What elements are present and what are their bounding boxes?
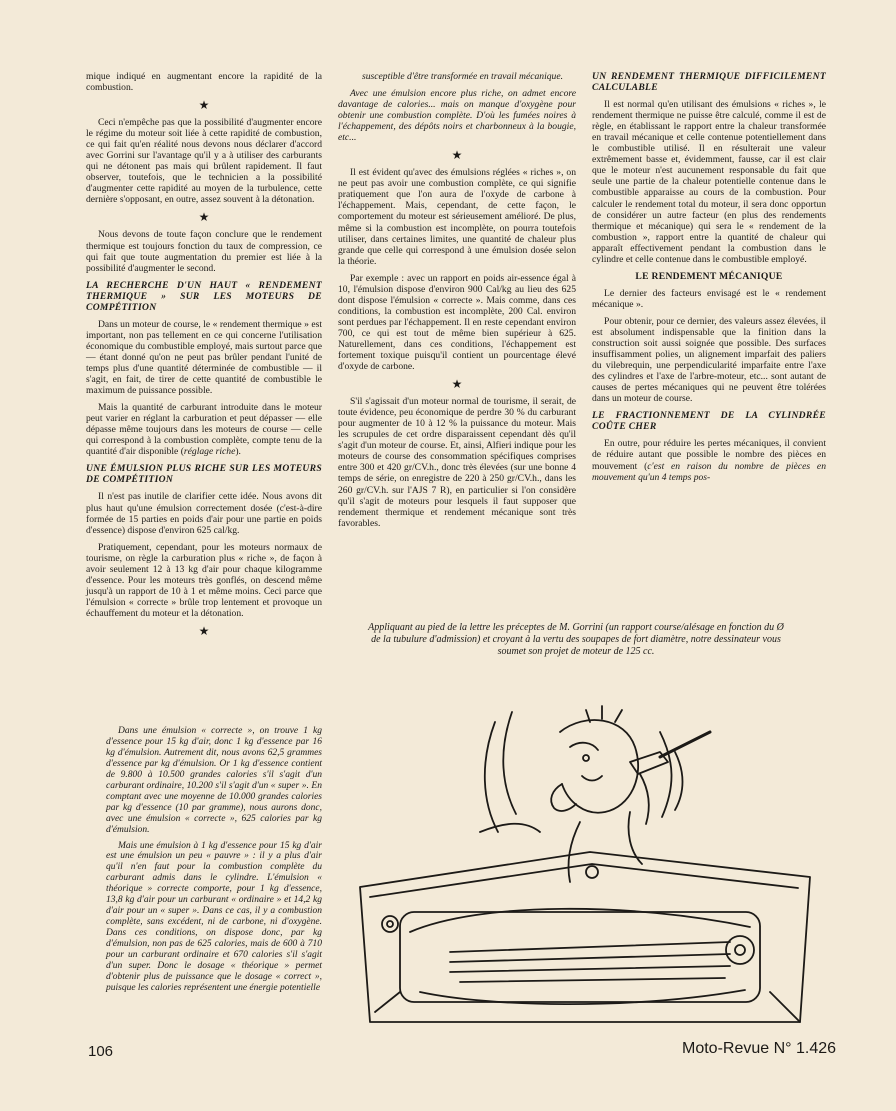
italic-text: réglage riche	[183, 446, 236, 458]
paragraph: Dans une émulsion « correcte », on trouve 1 kg d'essence pour 15 kg d'air, donc 1 kg d'essence par 16 kg d'émulsion. Autrement dit, nous avons 62,5 grammes d'essence par kg d'émulsion. Or 1 kg d'essence contient de 9.800 à 10.500 grandes calories s'il s'agit d'un carburant ordinaire, 10.200 s'il s'agit d'un « super ». En comptant avec une moyenne de 10.000 grandes calories par kg d'essence (10 par gramme), nous aurons donc, avec une émulsion « correcte », 625 calories par kg d'émulsion.	[106, 726, 322, 835]
section-heading: LE RENDEMENT MÉCANIQUE	[635, 270, 783, 282]
star-separator-icon: ★	[198, 623, 210, 638]
column-1	[86, 71, 322, 643]
paragraph: Mais une émulsion à 1 kg d'essence pour 15 kg d'air est une émulsion un peu « pauvre » : il y a plus d'air qu'il n'en faut pour la combustion complète du carburant admis dans le cylindre. L'émulsion « théorique » correcte comporte, pour 1 kg d'essence, 13,8 kg d'air pour un carburant « ordinaire » et 14,2 kg d'air pour un « super ». Dans ce cas, il y a combustion complète, sans excédent, ni de carbone, ni d'oxygène. Dans ces conditions, on dispose donc, par kg d'émulsion, non pas de 625 calories, mais de 600 à 710 pour un carburant ordinaire et 670 calories s'il s'agit d'un super. Donc le dosage « théorique » permet d'obtenir plus de puissance que le dosage « correct », puisque les calories représentent une énergie potentielle	[106, 840, 322, 993]
paragraph: susceptible d'être transformée en travail mécanique.	[362, 71, 563, 82]
column-3	[592, 71, 826, 489]
paragraph: S'il s'agissait d'un moteur normal de tourisme, il serait, de toute évidence, peu économique de perdre 30 % du carburant pour augmenter de 10 à 12 % la puissance du moteur. Mais les scrupules de cet ordre disparaissent cependant dès qu'il s'agit d'un moteur de course. Et, ainsi, Alfieri indique pour les moteurs de course des consommation spécifiques comprises entre 300 et 420 gr/CV.h., donc très élevées (sur une bonne 4 temps de série, on enregistre de 220 à 250 gr/CV.h., dans les 260 gr/CV.h. sur l'AJS 7 R), en particulier si l'on considère qu'il s'agit de moteurs pour lesquels il faut supposer que rendement thermique et rendement mécanique sont très favorables.	[338, 396, 576, 529]
magazine-issue: Moto-Revue N° 1.426	[682, 1040, 837, 1057]
section-heading: LE FRACTIONNEMENT DE LA CYLINDRÉE COÛTE CHER	[592, 410, 826, 433]
paragraph: Pratiquement, cependant, pour les moteurs normaux de tourisme, on règle la carburation plus « riche », de façon à avoir seulement 12 à 13 kg d'air pour chaque kilogramme d'essence. Pour les moteurs très gonflés, on descend même jusqu'à un rapport de 10 à 1 et même moins. Ceci parce que l'émulsion « correcte » brûle trop lentement et provoque un échauffement du moteur et la détonation.	[86, 541, 322, 619]
text: En outre, pour réduire les pertes mécaniques, il convient de réduire autant que possible le nombre des pièces en mouvement (	[592, 438, 826, 472]
paragraph: Pour obtenir, pour ce dernier, des valeurs assez élevées, il est absolument indispensable que la finition dans la construction soit aussi soignée que possible. Des surfaces insuffisamment polies, un alignement imparfait des paliers du vilebrequin, une perpendicularité imparfaite entre l'axe des cylindres et l'axe de l'arbre-moteur, etc... sont autant de causes de pertes mécaniques qui ne peuvent être tolérées dans un moteur de course.	[592, 315, 826, 405]
star-separator-icon: ★	[198, 210, 210, 225]
paragraph: Ceci n'empêche pas que la possibilité d'augmenter encore le régime du moteur soit liée à cette rapidité de combustion, ce qui fait qu'en réalité nous devons nous déclarer d'accord avec Gorrini sur l'avantage qu'il y a à utiliser des carburants qui ne détonent pas mais qui brûlent rapidement. Il faut observer, toutefois, que le technicien a la possibilité d'augmenter cette rapidité au moyen de la turbulence, cette dernière s'opposant, en outre, assez souvent à la détonation.	[86, 117, 322, 206]
paragraph: mique indiqué en augmentant encore la rapidité de la combustion.	[86, 71, 322, 94]
text: ).	[235, 446, 241, 458]
paragraph	[592, 438, 826, 482]
paragraph: Le dernier des facteurs envisagé est le « rendement mécanique ».	[592, 287, 826, 310]
star-separator-icon: ★	[451, 377, 463, 392]
star-separator-icon: ★	[198, 98, 210, 113]
paragraph: Par exemple : avec un rapport en poids air-essence égal à 10, l'émulsion dispose d'environ 900 Cal/kg au lieu des 625 dont dispose l'émulsion « correcte ». Mais comme, dans ces conditions, la combustion est incomplète, 200 Cal. environ sont perdues par l'échappement. Il en reste cependant environ 700, ce qui est tout de même bien supérieur à 625. Naturellement, dans ces conditions, l'échappement est fortement toxique puisqu'il contient un pourcentage élevé d'oxyde de carbone.	[338, 272, 576, 373]
text: Mais la quantité de carburant introduite dans le moteur peut varier en réglant la carburation et peut dépasser — elle dépasse même toujours dans les moteurs de course — celle qui correspond à la combustion complète, compte tenu de la quantité d'air disponible (	[86, 402, 322, 458]
paragraph: Il est normal qu'en utilisant des émulsions « riches », le rendement thermique ne puisse être calculé, comme il est de règle, en établissant le rapport entre la chaleur transformée en travail mécanique et celle contenue potentiellement dans le combustible utilisé. Il en résulterait une valeur extrêmement basse et, évidemment, fausse, car il est clair que le moteur n'est aucunement responsable du fait que seule une partie de la chaleur potentielle contenue dans le combustible apparaisse au cours de la combustion. Pour calculer le rendement total du moteur, il sera donc opportun de considérer un autre facteur (en plus des rendements thermique et mécanique) qui sera le « rendement de la combustion », rapport entre la quantité de chaleur qui apparaît effectivement pendant la combustion dans le cylindre et celle contenue dans le combustible employé.	[592, 99, 826, 265]
cartoon-illustration	[330, 692, 830, 1032]
section-heading: UNE ÉMULSION PLUS RICHE SUR LES MOTEURS DE COMPÉTITION	[86, 463, 322, 486]
paragraph: Dans un moteur de course, le « rendement thermique » est important, non pas tellement en ce qui concerne l'utilisation économique du combustible employé, mais surtout parce que — étant donné qu'on ne peut pas brûler pendant l'unité de temps plus d'une quantité déterminée de combustible — il s'agit, en fait, de tirer de cette quantité de combustible le maximum de puissance possible.	[86, 318, 322, 397]
paragraph: Avec une émulsion encore plus riche, on admet encore davantage de calories... mais on manque d'oxygène pour obtenir une combustion complète. D'où les fumées noires à l'échappement, des dépôts noirs et charbonneux à la bougie, etc...	[338, 88, 576, 144]
section-heading: UN RENDEMENT THERMIQUE DIFFICILEMENT CALCULABLE	[592, 71, 826, 94]
page-number: 106	[88, 1043, 114, 1060]
sidebar-note	[106, 726, 322, 999]
paragraph: Il n'est pas inutile de clarifier cette idée. Nous avons dit plus haut qu'une émulsion correctement dosée (c'est-à-dire formée de 15 parties en poids d'air pour une partie en poids d'essence) dispose d'environ 625 cal/kg.	[86, 491, 322, 536]
paragraph: Il est évident qu'avec des émulsions réglées « riches », on ne peut pas avoir une combustion complète, ce qui signifie pratiquement que l'on aura de l'oxyde de carbone à l'échappement. Mais, cependant, de cette façon, le comportement du moteur est sérieusement amélioré. De plus, même si la combustion est incomplète, on pourra toutefois utiliser, dans certaines limites, une quantité de chaleur plus grande que celle qui correspond à une émulsion dosée selon la théorie.	[338, 167, 576, 267]
paragraph: Nous devons de toute façon conclure que le rendement thermique est toujours fonction du taux de compression, ce qui fait que toute augmentation du premier est liée à la possibilité d'augmenter le second.	[86, 229, 322, 274]
paragraph	[86, 402, 322, 457]
column-2	[338, 71, 576, 535]
star-separator-icon: ★	[451, 148, 463, 163]
section-heading: LA RECHERCHE D'UN HAUT « RENDEMENT THERMIQUE » SUR LES MOTEURS DE COMPÉTITION	[86, 279, 322, 313]
illustration-caption: Appliquant au pied de la lettre les préceptes de M. Gorrini (un rapport course/alésage en fonction du Ø de la tubulure d'admission) et croyant à la vertu des soupapes de fort diamètre, notre dessinateur vous soumet son projet de moteur de 125 cc.	[368, 622, 784, 658]
italic-text: c'est en raison du nombre de pièces en mouvement qu'un 4 temps pos-	[592, 460, 826, 483]
